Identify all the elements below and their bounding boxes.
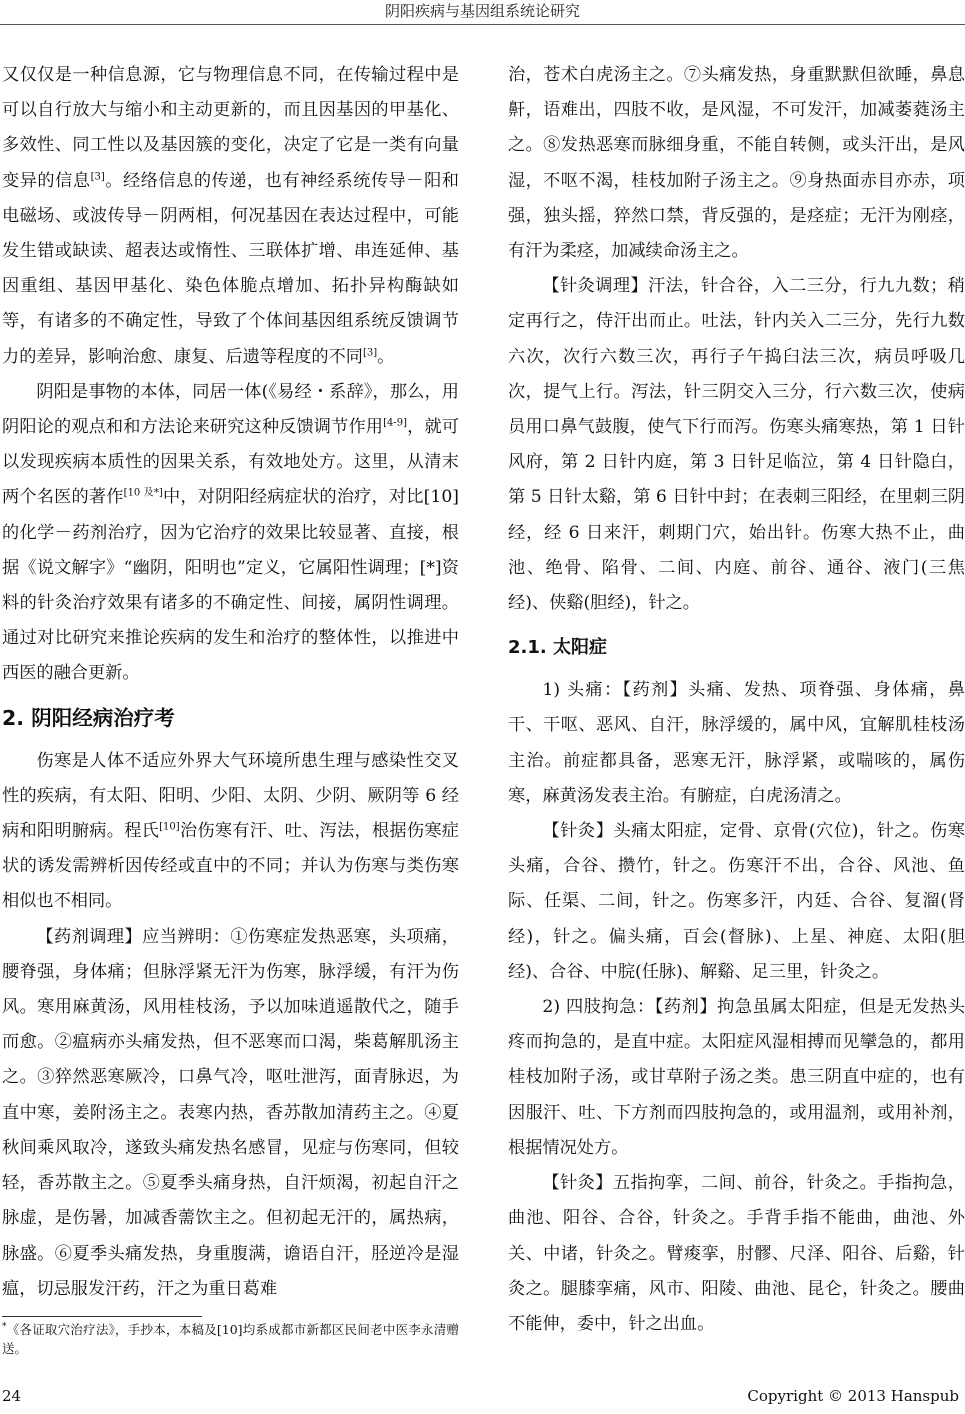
- text-run: 又仅仅是一种信息源，它与物理信息不同，在传输过程中是可以自行放大与缩小和主动更新的，而且因基因的甲基化、多效性、同工性以及基因簇的变化，决定了它是一类有向量变异的信息: [2, 65, 459, 191]
- subsection-heading: 2.1. 太阳症: [508, 637, 607, 659]
- text-run: 中，对阴阳经病症状的治疗，对比[10]的化学－药剂治疗，因为它治疗的效果比较显著、直接，根据《说文解字》“幽阴，阳明也”定义，它属阳性调理；[*]资料的针灸治疗效果有诸多的不确定性、间接，属阴性调理。通过对比研究来推论疾病的发生和治疗的整体性，以推进中西医的融合更新。: [2, 487, 459, 684]
- citation: [4-9]: [383, 417, 408, 429]
- citation: [3]: [362, 346, 378, 358]
- page-number: 24: [2, 1387, 22, 1405]
- paragraph: [2, 58, 459, 375]
- footnote-mark: *: [2, 1321, 7, 1332]
- journal-article-title: 阴阳疾病与基因组系统论研究: [384, 2, 580, 20]
- paragraph: 2) 四肢拘急：【药剂】拘急虽属太阳症，但是无发热头疼而拘急的，是直中症。太阳症风湿相搏而见攣急的，都用桂枝加附子汤，或甘草附子汤之类。患三阴直中症的，也有因服汗、吐、下方剂而四肢拘急的，或用温剂，或用补剂，根据情况处方。: [508, 997, 965, 1158]
- text-run: ，就可以发现疾病本质性的因果关系，有效地处方。这里，从清末两个名医的著作: [2, 417, 459, 508]
- paragraph: 【药剂调理】应当辨明：①伤寒症发热恶寒，头项痛，腰脊强，身体痛；但脉浮紧无汗为伤寒，脉浮缓，有汗为伤风。寒用麻黄汤，风用桂枝汤，予以加味逍遥散代之，随手而愈。②瘟病亦头痛发热，但不恶寒而口渴，柴葛解肌汤主之。③猝然恶寒厥冷，口鼻气冷，呕吐泄泻，面青脉迟，为直中寒，姜附汤主之。表寒内热，香苏散加清药主之。④夏秋间乘风取冷，遂致头痛发热名感冒，见症与伤寒同，但较轻，香苏散主之。⑤夏季头痛身热，自汗烦渴，初起自汗之脉虚，是伤暑，加减香薷饮主之。但初起无汗的，属热病，脉盛。⑥夏季头痛发热，身重腹满，谵语自汗，胫逆冷是湿瘟，切忌服发汗药，汗之为重日葛难: [2, 926, 459, 1299]
- paragraph: 【针灸】五指拘挛，二间、前谷，针灸之。手指拘急，曲池、阳谷、合谷，针灸之。手背手指不能曲，曲池、外关、中诸，针灸之。臂痠挛，肘髎、尺泽、阳谷、后谿，针灸之。腿膝挛痛，风市、阳陵、曲池、昆仑，针灸之。腰曲不能伸，委中，针之出血。: [508, 1173, 965, 1334]
- footnote-divider: [2, 1316, 202, 1317]
- paragraph: 【针灸调理】汗法，针合谷，入二三分，行九九数；稍定再行之，侍汗出而止。吐法，针内关入二三分，先行九数六次，次行六数三次，再行子午捣臼法三次，病员呼吸几次，提气上行。泻法，针三阴交入三分，行六数三次，使病员用口鼻气鼓腹，使气下行而泻。伤寒头痛寒热，第 1 日针风府，第 2 日针内庭，第 3 日针足临泣，第 4 日针隐白，第 5 日针太谿，第 6 日针中封；在表刺三阳经，在里刺三阴经，经 6 日来汗，刺期门穴，始出针。伤寒大热不止，曲池、绝骨、陷骨、二间、内庭、前谷、通谷、液门(三焦经)、侠谿(胆经)，针之。: [508, 276, 965, 614]
- paragraph: 1) 头痛：【药剂】头痛、发热、项脊强、身体痛，鼻干、干呕、恶风、自汗，脉浮缓的，属中风，宜解肌桂枝汤主治。前症都具备，恶寒无汗，脉浮紧，或喘咳的，属伤寒，麻黄汤发表主治。有腑症，白虎汤清之。: [508, 680, 965, 806]
- citation: [10]: [159, 821, 180, 833]
- left-column: [2, 58, 459, 1307]
- running-header: [0, 0, 965, 26]
- paragraph: 治，苍术白虎汤主之。⑦头痛发热，身重默默但欲睡，鼻息鼾，语难出，四肢不收，是风湿，不可发汗，加减萎蕤汤主之。⑧发热恶寒而脉细身重，不能自转侧，或头汗出，是风湿，不呕不渴，桂枝加附子汤主之。⑨身热面赤目亦赤，项强，独头摇，猝然口禁，背反强的，是痉症；无汗为刚痉，有汗为柔痉，加减续命汤主之。: [508, 65, 965, 262]
- header-divider: [0, 24, 965, 25]
- text-run: 。经络信息的传递，也有神经系统传导－阳和电磁场、或波传导－阴两相，何况基因在表达过程中，可能发生错或缺读、超表达或惰性、三联体扩增、串连延伸、基因重组、基因甲基化、染色体脆点增加、拓扑异构酶缺如等，有诸多的不确定性，导致了个体间基因组系统反馈调节力的差异，影响治愈、康复、后遗等程度的不同: [2, 170, 459, 367]
- section-heading: 2. 阴阳经病治疗考: [2, 705, 175, 730]
- citation: [10 及*]: [123, 487, 163, 499]
- paragraph: 【针灸】头痛太阳症，定骨、京骨(穴位)，针之。伤寒头痛，合谷、攒竹，针之。伤寒汗不出，合谷、风池、鱼际、任渠、二间，针之。伤寒多汗，内廷、合谷、复溜(肾经)，针之。偏头痛，百会(督脉)、上星、神庭、太阳(胆经)、合谷、中脘(任脉)、解谿、足三里，针灸之。: [508, 821, 965, 982]
- citation: [3]: [90, 170, 105, 182]
- paragraph: [2, 744, 459, 920]
- copyright-notice: Copyright © 2013 Hanspub: [747, 1387, 959, 1405]
- text-run: 阴阳是事物的本体，同居一体(《易经・系辞》，那么，用阴阳论的观点和和方法论来研究这种反馈调节作用: [2, 381, 459, 438]
- text-run: 伤寒是人体不适应外界大气环境所患生理与感染性交叉性的疾病，有太阳、阳明、少阳、太阴、少阴、厥阴等 6 经病和阳明腑病。程氏: [2, 750, 459, 842]
- text-run: 治伤寒有汗、吐、泻法，根据伤寒症状的诱发需辨析因传经或直中的不同；并认为伤寒与类伤寒相似也不相同。: [2, 821, 459, 912]
- right-column: [508, 58, 965, 1342]
- footnote-text: 《各证取穴治疗法》，手抄本，本稿及[10]均系成都市新都区民间老中医李永清赠送。: [2, 1322, 459, 1356]
- text-run: 。: [377, 346, 395, 367]
- footnote: [2, 1320, 459, 1358]
- paragraph: [2, 375, 459, 692]
